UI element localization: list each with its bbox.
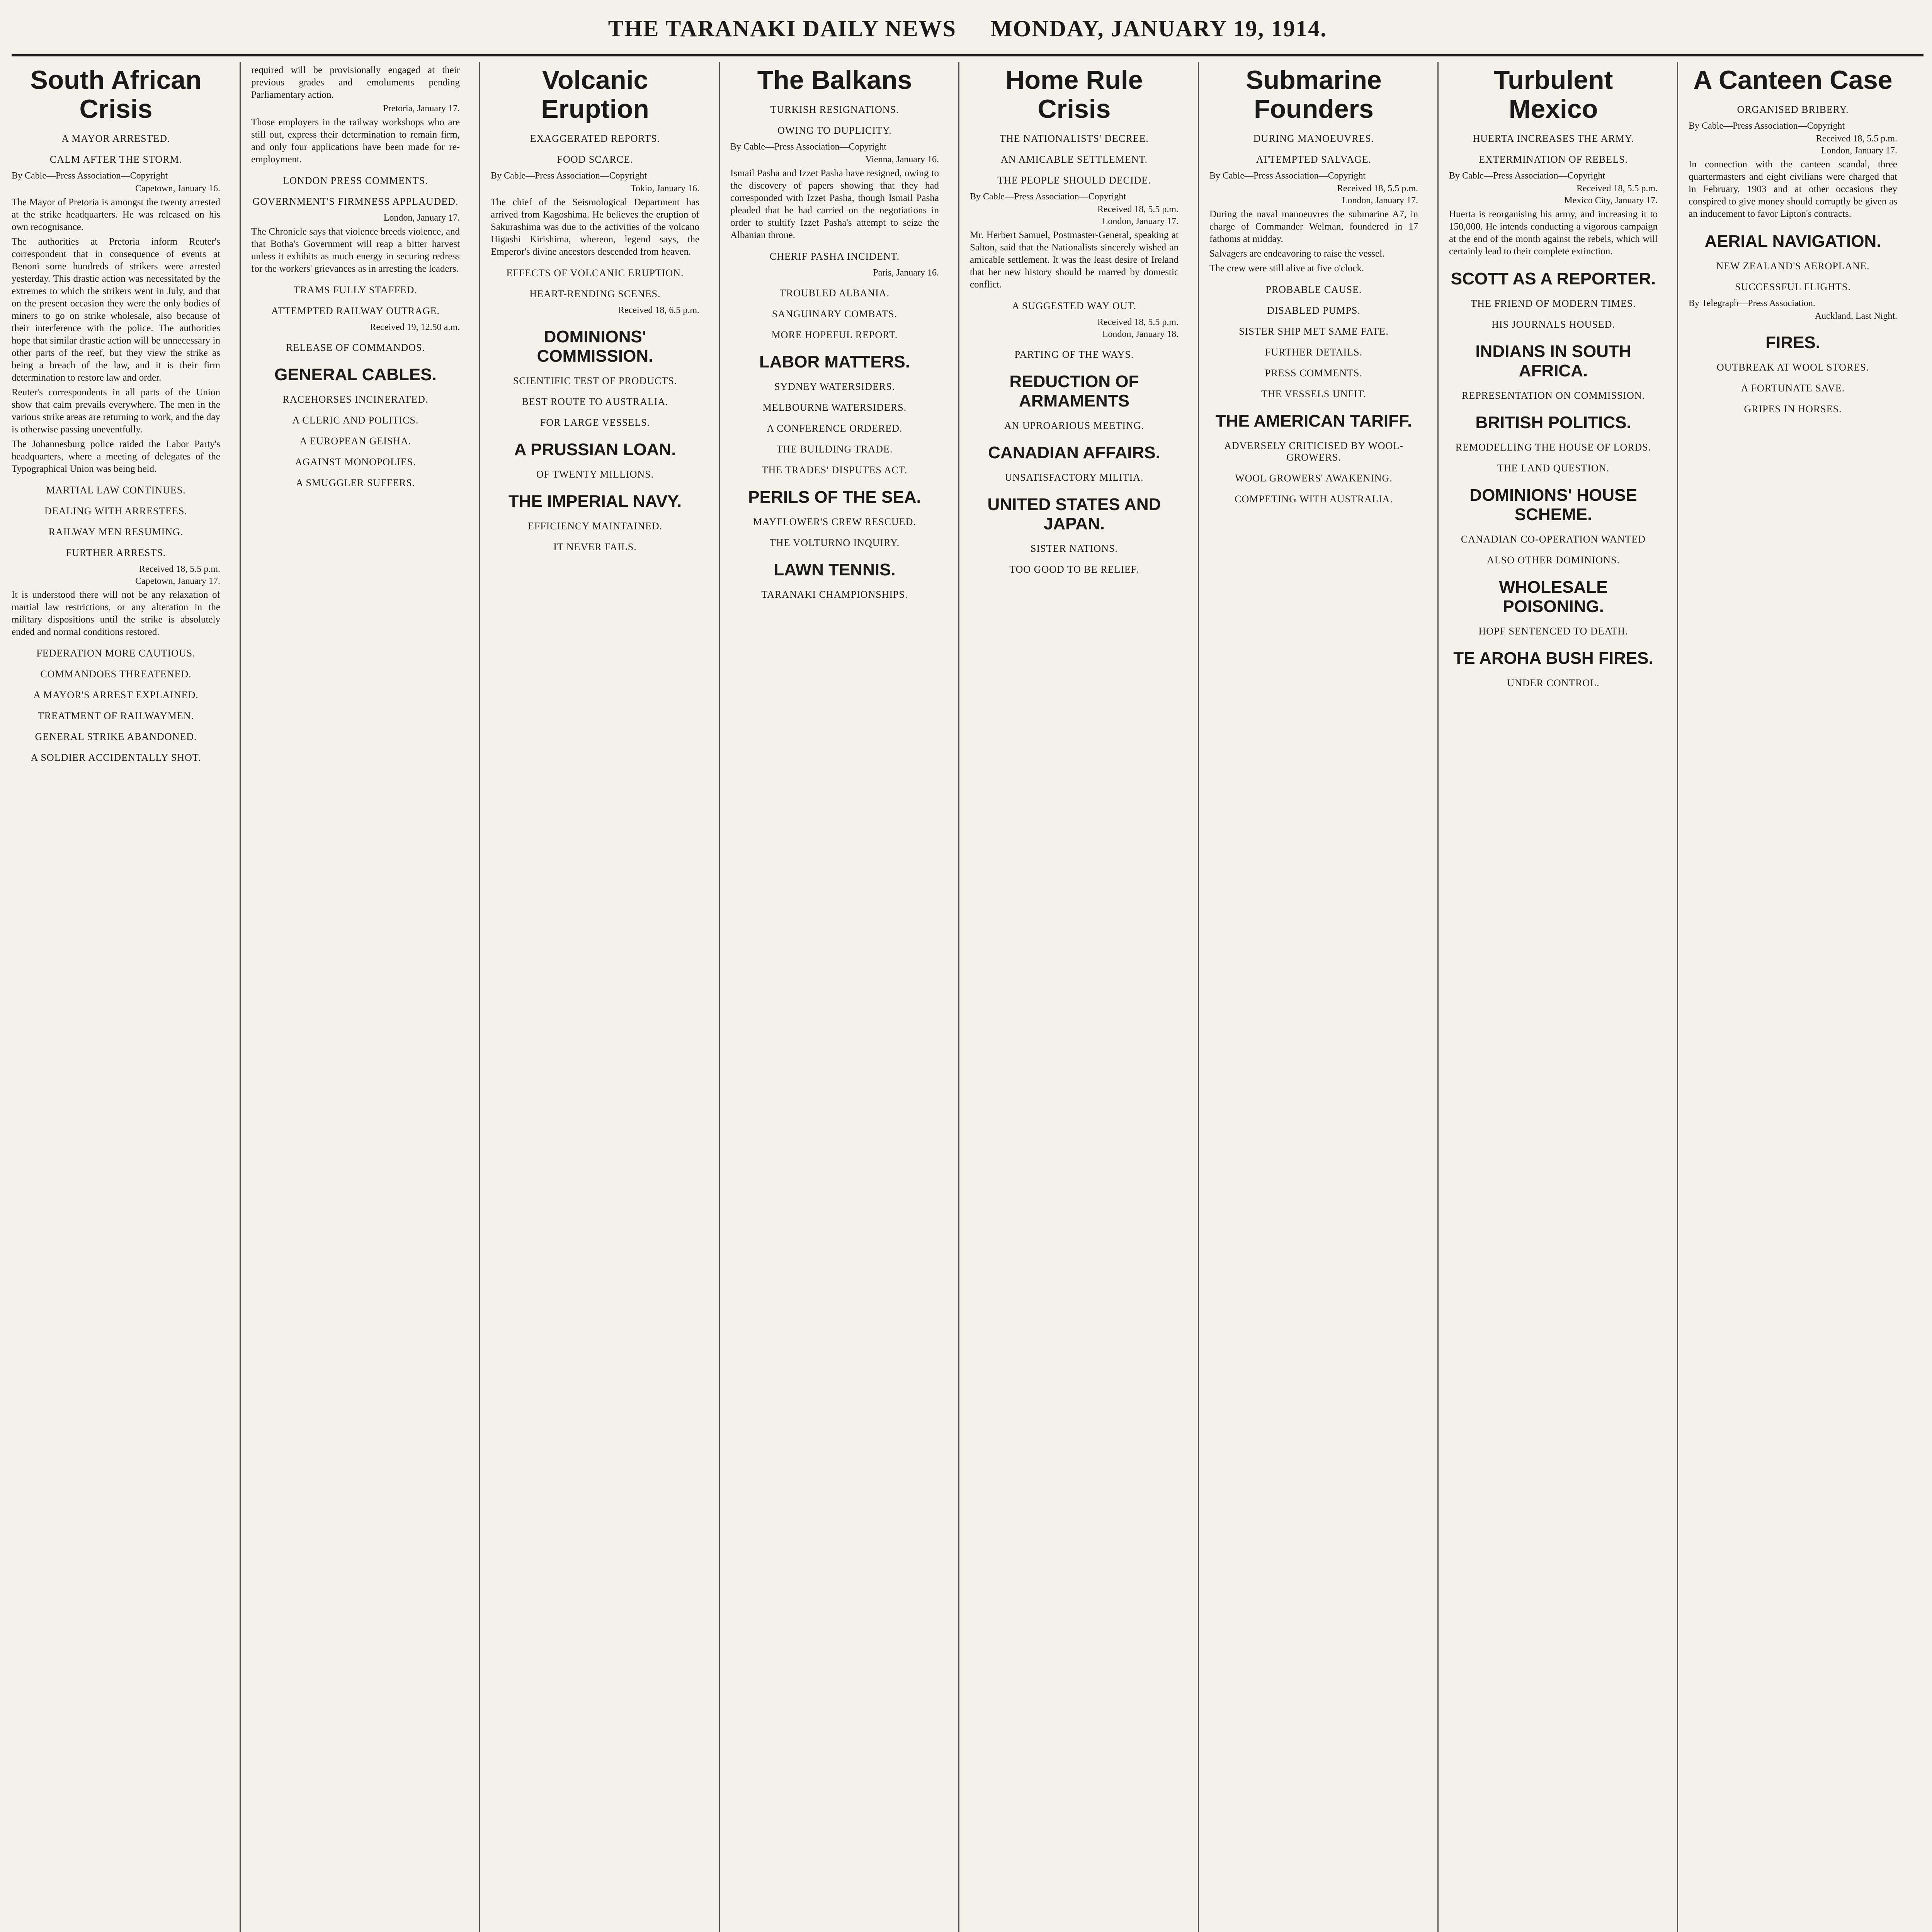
column-rule — [1677, 62, 1678, 1932]
subheading: PROBABLE CAUSE. — [1265, 284, 1362, 295]
section-heading: WHOLESALE POISONING. — [1499, 577, 1608, 616]
masthead-title: THE TARANAKI DAILY NEWS — [608, 16, 956, 41]
dateline: Received 19, 12.50 a.m. — [370, 322, 460, 332]
subheading: COMPETING WITH AUSTRALIA. — [1235, 493, 1393, 505]
subheading: REPRESENTATION ON COMMISSION. — [1461, 389, 1645, 401]
subheading: GENERAL STRIKE ABANDONED. — [35, 731, 197, 742]
subheading: UNDER CONTROL. — [1507, 677, 1600, 689]
article-paragraph: The chief of the Seismological Department has arrived from Kagoshima. He believes the eruption of Sakurashima was due to the activities of the volcano Higashi Kirishima, whereon, legend says, the Emperor's divine ancestors descended from heaven. — [491, 197, 699, 257]
subheading: THE NATIONALISTS' DECREE. — [1000, 133, 1149, 144]
press-credit: By Cable—Press Association—Copyright — [730, 141, 886, 152]
subheading: FOR LARGE VESSELS. — [540, 417, 650, 428]
article-paragraph: Mr. Herbert Samuel, Postmaster-General, speaking at Salton, said that the Nationalists sincerely wished an amicable settlement. It was the least desire of Ireland that her new history should be marred by domestic conflict. — [970, 230, 1179, 290]
section-heading: DOMINIONS' COMMISSION. — [537, 327, 653, 366]
news-column — [251, 62, 460, 1932]
masthead-date: MONDAY, JANUARY 19, 1914. — [990, 16, 1327, 41]
section-heading: A PRUSSIAN LOAN. — [514, 440, 676, 459]
subheading: THE VESSELS UNFIT. — [1261, 388, 1366, 400]
column-rule — [479, 62, 480, 1932]
subheading: TOO GOOD TO BE RELIEF. — [1009, 563, 1139, 575]
section-heading: BRITISH POLITICS. — [1475, 413, 1631, 432]
dateline: Received 18, 5.5 p.m. — [1577, 183, 1658, 194]
article-paragraph: required will be provisionally engaged at their previous grades and emoluments pending Parliamentary action. — [251, 65, 460, 100]
subheading: RAILWAY MEN RESUMING. — [48, 526, 184, 537]
section-heading: UNITED STATES AND JAPAN. — [987, 495, 1161, 533]
article-paragraph: Reuter's correspondents in all parts of the Union show that calm prevails everywhere. The men in the various strike areas are returning to work, and the day is otherwise passing uneventfully. — [12, 387, 220, 435]
dateline: London, January 17. — [1342, 195, 1418, 206]
subheading: OWING TO DUPLICITY. — [777, 124, 892, 136]
column-heading: A Canteen Case — [1693, 65, 1893, 95]
article-paragraph: The crew were still alive at five o'clock. — [1209, 263, 1364, 274]
section-heading: AERIAL NAVIGATION. — [1704, 231, 1881, 251]
subheading: REMODELLING THE HOUSE OF LORDS. — [1455, 441, 1651, 453]
subheading: CANADIAN CO-OPERATION WANTED — [1461, 533, 1646, 545]
news-column — [1449, 62, 1658, 1932]
subheading: WOOL GROWERS' AWAKENING. — [1235, 472, 1393, 484]
subheading: TROUBLED ALBANIA. — [779, 287, 890, 299]
article-paragraph: The authorities at Pretoria inform Reuter's correspondent that in consequence of events at Benoni some hundreds of strikers were arrested yesterday. This drastic action was necessitated by the extremes to which the strikers went in July, and that on the present occasion they were the only bodies of miners to go on strike wholesale, also because of their interference with the police. The authorities hope that similar drastic action will be unnecessary in other parts of the reef, but they view the strike as being a breach of the law, and it is their firm determination to restore law and order. — [12, 236, 220, 383]
news-column — [970, 62, 1179, 1932]
column-rule — [1198, 62, 1199, 1932]
column-rule — [719, 62, 720, 1932]
section-heading: PERILS OF THE SEA. — [748, 487, 921, 507]
subheading: OF TWENTY MILLIONS. — [536, 468, 654, 480]
subheading: HIS JOURNALS HOUSED. — [1492, 318, 1615, 330]
subheading: DEALING WITH ARRESTEES. — [44, 505, 187, 517]
subheading: MARTIAL LAW CONTINUES. — [46, 484, 186, 496]
article-paragraph: The Chronicle says that violence breeds violence, and that Botha's Government will reap a bitter harvest unless it exhibits as much energy in securing redress for the workers' grievances as in arresting the leaders. — [251, 226, 460, 274]
subheading: PRESS COMMENTS. — [1265, 367, 1362, 379]
subheading: A EUROPEAN GEISHA. — [299, 435, 412, 447]
subheading: LONDON PRESS COMMENTS. — [283, 175, 428, 186]
subheading: THE TRADES' DISPUTES ACT. — [762, 464, 908, 476]
column-rule — [240, 62, 241, 1932]
section-heading: REDUCTION OF ARMAMENTS — [1009, 372, 1139, 410]
subheading: FURTHER ARRESTS. — [66, 547, 166, 558]
column-heading: South African Crisis — [30, 65, 202, 124]
press-credit: By Cable—Press Association—Copyright — [491, 170, 647, 181]
column-heading: Turbulent Mexico — [1493, 65, 1613, 124]
column-heading: Home Rule Crisis — [1005, 65, 1143, 124]
article-paragraph: Those employers in the railway workshops who are still out, express their determination to remain firm, and only four applications have been made for re-employment. — [251, 117, 460, 165]
press-credit: By Telegraph—Press Association. — [1689, 298, 1815, 308]
dateline: Capetown, January 16. — [135, 183, 220, 194]
subheading: ATTEMPTED RAILWAY OUTRAGE. — [271, 305, 440, 316]
article-paragraph: Huerta is reorganising his army, and increasing it to 150,000. He intends conducting a vigorous campaign at the end of the month against the rebels, which will certainly lead to their complete extinction. — [1449, 209, 1658, 257]
subheading: CALM AFTER THE STORM. — [49, 153, 182, 165]
subheading: FURTHER DETAILS. — [1265, 346, 1363, 358]
dateline: Received 18, 5.5 p.m. — [1337, 183, 1418, 194]
subheading: HEART-RENDING SCENES. — [529, 288, 661, 299]
dateline: Received 18, 5.5 p.m. — [1097, 204, 1179, 214]
subheading: EXAGGERATED REPORTS. — [530, 133, 660, 144]
subheading: OUTBREAK AT WOOL STORES. — [1716, 361, 1869, 373]
dateline: Capetown, January 17. — [135, 576, 220, 586]
section-heading: SCOTT AS A REPORTER. — [1451, 269, 1656, 288]
news-column — [730, 62, 939, 1932]
subheading: CHERIF PASHA INCIDENT. — [769, 250, 900, 262]
subheading: A SOLDIER ACCIDENTALLY SHOT. — [31, 752, 201, 763]
subheading: FEDERATION MORE CAUTIOUS. — [36, 647, 196, 659]
dateline: London, January 17. — [1821, 145, 1897, 156]
column-heading: Volcanic Eruption — [541, 65, 649, 124]
article-paragraph: During the naval manoeuvres the submarine A7, in charge of Commander Welman, foundered in 17 fathoms at midday. — [1209, 209, 1418, 244]
subheading: A CLERIC AND POLITICS. — [292, 415, 419, 426]
subheading: EFFICIENCY MAINTAINED. — [527, 520, 663, 532]
dateline: Received 18, 5.5 p.m. — [139, 564, 220, 574]
subheading: A MAYOR'S ARREST EXPLAINED. — [33, 689, 199, 701]
subheading: ATTEMPTED SALVAGE. — [1256, 153, 1372, 165]
subheading: COMMANDOES THREATENED. — [40, 668, 192, 680]
subheading: TARANAKI CHAMPIONSHIPS. — [761, 588, 908, 600]
dateline: Received 18, 5.5 p.m. — [1097, 317, 1179, 327]
subheading: A MAYOR ARRESTED. — [61, 133, 170, 144]
subheading: EXTERMINATION OF REBELS. — [1479, 153, 1628, 165]
section-heading: GENERAL CABLES. — [274, 365, 437, 384]
dateline: Received 18, 6.5 p.m. — [618, 305, 699, 315]
subheading: THE FRIEND OF MODERN TIMES. — [1471, 298, 1636, 309]
subheading: ALSO OTHER DOMINIONS. — [1487, 554, 1620, 566]
subheading: DISABLED PUMPS. — [1267, 304, 1361, 316]
subheading: SUCCESSFUL FLIGHTS. — [1735, 281, 1851, 293]
subheading: A SMUGGLER SUFFERS. — [296, 477, 415, 488]
subheading: A CONFERENCE ORDERED. — [767, 422, 903, 434]
article-paragraph: Ismail Pasha and Izzet Pasha have resigned, owing to the discovery of papers showing that they had corresponded with Izzet Pasha, though Ismail Pasha pleaded that he had carried on the negotiations in order to stultify Izzet Pasha's attempt to seize the Albanian throne. — [730, 168, 939, 240]
section-heading: INDIANS IN SOUTH AFRICA. — [1475, 342, 1631, 380]
subheading: THE PEOPLE SHOULD DECIDE. — [997, 174, 1151, 186]
column-rule — [1437, 62, 1439, 1932]
subheading: RACEHORSES INCINERATED. — [282, 394, 429, 405]
subheading: GRIPES IN HORSES. — [1744, 403, 1842, 415]
section-heading: TE AROHA BUSH FIRES. — [1453, 648, 1653, 668]
news-column — [491, 62, 699, 1932]
subheading: EFFECTS OF VOLCANIC ERUPTION. — [506, 267, 684, 279]
section-heading: THE AMERICAN TARIFF. — [1215, 411, 1412, 430]
subheading: AN AMICABLE SETTLEMENT. — [1001, 153, 1148, 165]
column-heading: Submarine Founders — [1246, 65, 1382, 124]
dateline: Received 18, 5.5 p.m. — [1816, 133, 1897, 144]
subheading: SCIENTIFIC TEST OF PRODUCTS. — [513, 375, 677, 386]
news-column — [1689, 62, 1897, 1932]
section-heading: FIRES. — [1765, 333, 1820, 352]
dateline: London, January 17. — [1102, 216, 1179, 226]
dateline: Auckland, Last Night. — [1815, 311, 1897, 321]
subheading: AN UPROARIOUS MEETING. — [1004, 420, 1145, 431]
dateline: Tokio, January 16. — [630, 183, 699, 194]
article-paragraph: The Johannesburg police raided the Labor Party's headquarters, where a meeting of delegates of the Typographical Union was being held. — [12, 439, 220, 474]
subheading: DURING MANOEUVRES. — [1253, 133, 1374, 144]
dateline: Mexico City, January 17. — [1564, 195, 1658, 206]
subheading: TRAMS FULLY STAFFED. — [294, 284, 417, 296]
subheading: GOVERNMENT'S FIRMNESS APPLAUDED. — [252, 196, 459, 207]
press-credit: By Cable—Press Association—Copyright — [1449, 170, 1605, 181]
press-credit: By Cable—Press Association—Copyright — [970, 191, 1126, 202]
article-paragraph: It is understood there will not be any relaxation of martial law restrictions, or any alteration in the military dispositions until the strike is absolutely ended and normal conditions restored. — [12, 589, 220, 637]
section-heading: DOMINIONS' HOUSE SCHEME. — [1469, 485, 1637, 524]
subheading: A SUGGESTED WAY OUT. — [1012, 300, 1136, 311]
dateline: Vienna, January 16. — [865, 154, 939, 165]
news-column — [1209, 62, 1418, 1932]
subheading: SISTER NATIONS. — [1031, 543, 1118, 554]
subheading: TREATMENT OF RAILWAYMEN. — [37, 710, 194, 721]
subheading: MORE HOPEFUL REPORT. — [771, 329, 898, 340]
section-heading: LAWN TENNIS. — [774, 560, 896, 579]
subheading: MAYFLOWER'S CREW RESCUED. — [753, 516, 916, 527]
press-credit: By Cable—Press Association—Copyright — [12, 170, 168, 181]
article-paragraph: Salvagers are endeavoring to raise the vessel. — [1209, 248, 1385, 259]
dateline: London, January 17. — [383, 213, 460, 223]
subheading: UNSATISFACTORY MILITIA. — [1005, 471, 1144, 483]
column-rule — [958, 62, 959, 1932]
section-heading: LABOR MATTERS. — [759, 352, 910, 371]
subheading: SYDNEY WATERSIDERS. — [774, 381, 895, 392]
dateline: Pretoria, January 17. — [383, 104, 460, 114]
article-paragraph: The Mayor of Pretoria is amongst the twenty arrested at the strike headquarters. He was released on his own recognisance. — [12, 197, 220, 232]
subheading: IT NEVER FAILS. — [553, 541, 637, 553]
subheading: THE BUILDING TRADE. — [776, 443, 893, 455]
dateline: Paris, January 16. — [873, 267, 939, 278]
section-heading: CANADIAN AFFAIRS. — [988, 443, 1160, 462]
subheading: A FORTUNATE SAVE. — [1741, 382, 1845, 394]
subheading: THE LAND QUESTION. — [1497, 462, 1610, 474]
subheading: FOOD SCARCE. — [557, 153, 633, 165]
news-column — [12, 62, 220, 1932]
subheading: PARTING OF THE WAYS. — [1014, 349, 1134, 360]
dateline: London, January 18. — [1102, 329, 1179, 339]
subheading: TURKISH RESIGNATIONS. — [770, 104, 899, 115]
press-credit: By Cable—Press Association—Copyright — [1209, 170, 1366, 181]
article-paragraph: In connection with the canteen scandal, three quartermasters and eight civilians were charged that in February, 1903 and at other occasions they conspired to give money should corruptly be given as an inducement to favor Lipton's contracts. — [1689, 159, 1897, 219]
column-heading: The Balkans — [757, 65, 912, 95]
subheading: NEW ZEALAND'S AEROPLANE. — [1716, 260, 1870, 272]
subheading: SISTER SHIP MET SAME FATE. — [1239, 325, 1389, 337]
subheading: BEST ROUTE TO AUSTRALIA. — [522, 396, 668, 407]
section-heading: THE IMPERIAL NAVY. — [508, 492, 682, 511]
subheading: ADVERSELY CRITICISED BY WOOL-GROWERS. — [1224, 440, 1403, 463]
subheading: HOPF SENTENCED TO DEATH. — [1478, 625, 1628, 637]
subheading: AGAINST MONOPOLIES. — [295, 456, 416, 468]
subheading: MELBOURNE WATERSIDERS. — [762, 401, 907, 413]
masthead — [0, 15, 1932, 54]
press-credit: By Cable—Press Association—Copyright — [1689, 121, 1845, 131]
subheading: SANGUINARY COMBATS. — [772, 308, 898, 320]
subheading: THE VOLTURNO INQUIRY. — [769, 537, 900, 548]
subheading: ORGANISED BRIBERY. — [1737, 104, 1849, 115]
subheading: HUERTA INCREASES THE ARMY. — [1473, 133, 1634, 144]
masthead-rule — [12, 54, 1923, 56]
subheading: RELEASE OF COMMANDOS. — [286, 342, 425, 353]
